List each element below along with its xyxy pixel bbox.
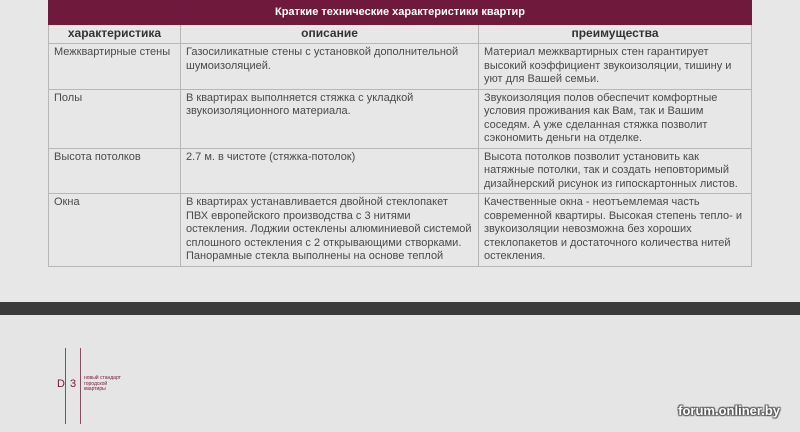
column-header-advantage: преимущества xyxy=(479,25,752,44)
column-header-description: описание xyxy=(181,25,479,44)
row-description xyxy=(181,194,479,267)
table-title: Краткие технические характеристики квартир xyxy=(49,1,752,25)
row-feature: Межквартирные стены xyxy=(49,44,181,90)
specifications-table xyxy=(48,0,752,267)
logo-line-right xyxy=(80,348,81,424)
table-row xyxy=(49,148,752,194)
row-description: В квартирах выполняется стяжка с укладкой звукоизоляционного материала. xyxy=(181,89,479,148)
logo-letter-d: D xyxy=(57,378,65,390)
row-advantage: Высота потолков позволит установить как натяжные потолки, так и создать неповторимый дизайнерский рисунок из гипоскартонных листов. xyxy=(479,148,752,194)
table-row xyxy=(49,194,752,267)
logo-letter-3: 3 xyxy=(70,378,77,390)
logo-line-left xyxy=(65,348,66,424)
row-feature: Высота потолков xyxy=(49,148,181,194)
table-title-row xyxy=(49,1,752,25)
table-header-row xyxy=(49,25,752,44)
d3-logo xyxy=(56,348,126,424)
row-advantage: Материал межквартирных стен гарантирует высокий коэффициент звукоизоляции, тишину и уют для Вашей семьи. xyxy=(479,44,752,90)
row-advantage: Качественные окна - неотъемлемая часть современной квартиры. Высокая степень тепло- и звукоизоляции невозможна без хороших стеклопакетов и достаточного количества нитей остекления. xyxy=(479,194,752,267)
row-feature: Полы xyxy=(49,89,181,148)
row-description-text: В квартирах устанавливается двойной стеклопакет ПВХ европейского производства с 3 нитями остекления. Лоджии остеклены алюминиевой системой сплошного остекления с 2 открывающими створками. Панорамные стекла выполнены на основе теплой xyxy=(186,196,472,262)
row-advantage: Звукоизоляция полов обеспечит комфортные условия проживания как Вам, так и Вашим соседям. А уже сделанная стяжка позволит сэкономить деньги на отделке. xyxy=(479,89,752,148)
table-row xyxy=(49,89,752,148)
column-header-feature: характеристика xyxy=(49,25,181,44)
dark-divider-band xyxy=(0,302,800,315)
logo-tagline: новый стандарт городской квартиры xyxy=(84,375,121,392)
table-row xyxy=(49,44,752,90)
row-feature: Окна xyxy=(49,194,181,267)
row-description: Газосиликатные стены с установкой дополнительной шумоизоляцией. xyxy=(181,44,479,90)
row-description: 2.7 м. в чистоте (стяжка-потолок) xyxy=(181,148,479,194)
watermark: forum.onliner.by xyxy=(678,403,780,418)
